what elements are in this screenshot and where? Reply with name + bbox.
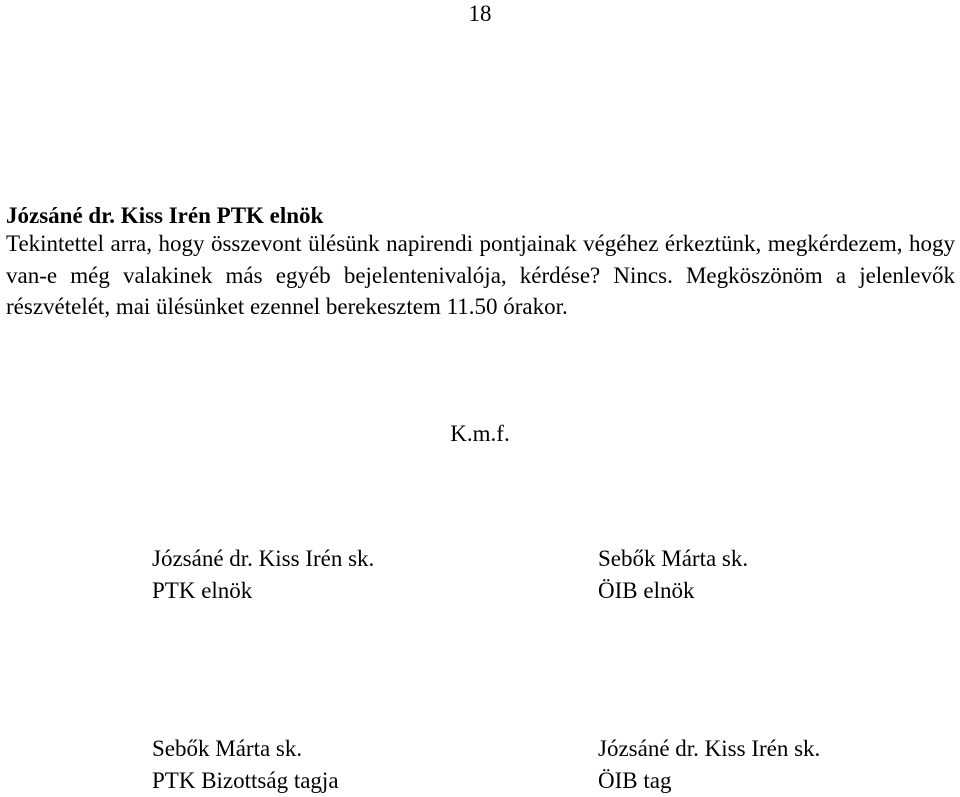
signature-name: Sebők Márta sk. [598, 546, 749, 571]
signature-block [152, 543, 374, 607]
signature-block [598, 543, 748, 607]
speaker-heading: Józsáné dr. Kiss Irén PTK elnök [6, 203, 324, 228]
signature-role: PTK elnök [152, 578, 253, 603]
kmf-closing: K.m.f. [450, 421, 510, 446]
signature-name: Sebők Márta sk. [152, 736, 303, 761]
signature-name: Józsáné dr. Kiss Irén sk. [598, 736, 821, 761]
signature-role: ÖIB tag [598, 768, 672, 793]
signature-name: Józsáné dr. Kiss Irén sk. [152, 546, 375, 571]
signature-block [152, 733, 339, 797]
signature-role: ÖIB elnök [598, 578, 695, 603]
signature-role: PTK Bizottság tagja [152, 768, 339, 793]
page-number: 18 [468, 1, 492, 26]
minutes-paragraph: Tekintettel arra, hogy összevont ülésünk napirendi pontjainak végéhez érkeztünk, megkérdezem, hogy van-e még valakinek más egyéb bejelentenivalója, kérdése? Nincs. Megköszönöm a jelenlevők részvételét, mai ülésünket ezennel berekesztem 11.50 órakor. [6, 231, 955, 319]
signature-block [598, 733, 820, 797]
